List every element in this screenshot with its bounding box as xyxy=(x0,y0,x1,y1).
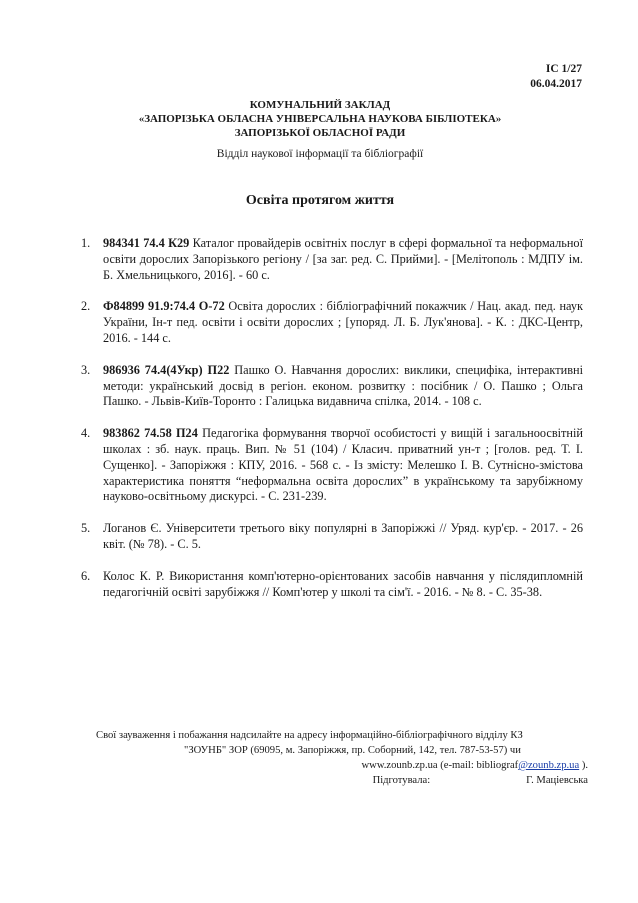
item-number: 6. xyxy=(81,568,91,583)
item-call-number: 984341 74.4 К29 xyxy=(103,236,190,250)
item-call-number: 983862 74.58 П24 xyxy=(103,426,198,441)
footer-note xyxy=(96,728,588,788)
footer-line-1: Свої зауваження і побажання надсилайте на адресу інформаційно-бібліографічного відділу КЗ xyxy=(96,730,523,741)
list-item xyxy=(81,521,583,553)
item-number: 5. xyxy=(81,521,91,536)
list-item xyxy=(81,299,583,346)
footer-website: www.zounb.zp.ua (e-mail: bibliograf xyxy=(361,760,519,771)
item-description: Освіта дорослих : бібліографічний покажчик / Нац. акад. пед. наук України, Ін-т пед. освіти і освіти дорослих ; [упоряд. Л. Б. Лук'янова]. - К. : ДКС-Центр, 2016. - 144 с. xyxy=(103,299,583,345)
item-description: Колос К. Р. Використання комп'ютерно-орієнтованих засобів навчання у післядипломній педагогічній освіті зарубіжжя // Комп'ютер у школі та сім'ї. - 2016. - № 8. - С. 35-38. xyxy=(103,568,583,599)
item-description: Пашко О. Навчання дорослих: виклики, специфіка, інтерактивні методи: український досвід в регіон. економ. розвитку : посібник / О. Пашко ; Ольга Пашко. - Львів-Київ-Торонто : Галицька видавнича спілка, 2014. - 108 с. xyxy=(103,362,584,409)
page-title: Освіта протягом життя xyxy=(245,193,395,208)
prepared-by xyxy=(96,773,588,788)
list-item xyxy=(81,426,583,505)
item-description: Логанов Є. Університети третього віку популярні в Запоріжжі // Уряд. кур'єр. - 2017. - 26 квіт. (№ 78). - С. 5. xyxy=(103,521,583,551)
item-call-number: Ф84899 91.9:74.4 О-72 xyxy=(103,299,225,314)
footer-contact-end: ). xyxy=(579,760,588,771)
institution-header xyxy=(60,98,580,140)
department-name: Відділ наукової інформації та бібліографії xyxy=(216,148,424,160)
document-meta xyxy=(530,62,582,92)
institution-line-2: «ЗАПОРІЗЬКА ОБЛАСНА УНІВЕРСАЛЬНА НАУКОВА БІБЛІОТЕКА» xyxy=(138,113,502,125)
item-number: 1. xyxy=(81,236,91,250)
item-number: 4. xyxy=(81,426,91,441)
bibliography-list xyxy=(81,236,583,616)
footer-contact xyxy=(96,758,588,773)
item-number: 2. xyxy=(81,299,91,314)
institution-line-1: КОМУНАЛЬНИЙ ЗАКЛАД xyxy=(249,99,391,111)
list-item xyxy=(81,236,583,283)
item-number: 3. xyxy=(81,362,91,377)
footer-line-2: "ЗОУНБ" ЗОР (69095, м. Запоріжжя, пр. Соборний, 142, тел. 787-53-57) чи xyxy=(184,745,521,756)
list-item xyxy=(81,569,583,601)
item-description: Педагогіка формування творчої особистості у вищій і загальноосвітній школах : зб. наук. праць. Вип. № 51 (104) / Класич. приватний ун-т ; [голов. ред. Т. І. Сущенко]. - Запоріжжя : КПУ, 2016. - 568 с. - Із змісту: Мелешко І. В. Сутнісно-змістова характеристика поняття “неформальна освіта дорослих” в українському та зарубіжному науково-освітньому дискурсі. - С. 231-239. xyxy=(103,426,583,504)
item-call-number: 986936 74.4(4Укр) П22 xyxy=(103,362,230,377)
prepared-label: Підготувала: xyxy=(372,775,431,786)
document-date: 06.04.2017 xyxy=(530,78,582,90)
institution-line-3: ЗАПОРІЗЬКОЇ ОБЛАСНОЇ РАДИ xyxy=(234,127,406,139)
email-link[interactable]: @zounb.zp.ua xyxy=(518,760,580,771)
document-code: ІС 1/27 xyxy=(545,63,582,75)
prepared-name: Г. Маціевська xyxy=(526,775,588,786)
item-description: Каталог провайдерів освітніх послуг в сфері формальної та неформальної освіти дорослих Запорізького регіону / [за заг. ред. С. Прийми]. - [Мелітополь : МДПУ ім. Б. Хмельницького, 2016]. - 60 с. xyxy=(103,236,583,282)
list-item xyxy=(81,363,583,410)
